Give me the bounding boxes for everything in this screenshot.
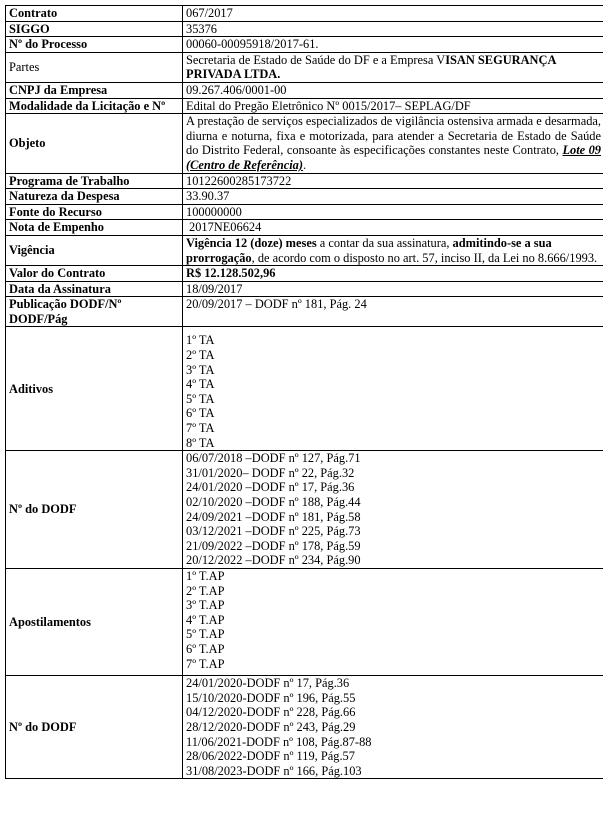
list-item: 24/01/2020 –DODF nº 17, Pág.36 [186,480,355,495]
dodf-aditivos-list [183,451,603,569]
list-item: 2º T.AP [186,583,225,598]
list-item: 1º T.AP [186,568,225,583]
vigencia-label: Vigência [6,235,183,265]
cnpj-value: 09.267.406/0001-00 [183,82,603,98]
table-row [6,114,603,173]
table-row [6,327,603,451]
list-item: 31/08/2023-DODF nº 166, Pág.103 [186,763,362,778]
table-row [6,189,603,205]
list-item: 6º T.AP [186,641,225,656]
table-row [6,37,603,53]
objeto-label: Objeto [6,114,183,173]
publicacao-value: 20/09/2017 – DODF nº 181, Pág. 24 [183,297,603,327]
aditivos-label: Aditivos [6,327,183,451]
programa-value: 10122600285173722 [183,173,603,189]
list-item: 1º TA [186,333,215,348]
siggo-label: SIGGO [6,21,183,37]
lote-text: Lote 09 (Centro de Referência) [186,143,601,172]
modalidade-value: Edital do Pregão Eletrônico Nº 0015/2017– SEPLAG/DF [183,98,603,114]
list-item: 8º TA [186,435,215,450]
table-row [6,204,603,220]
list-item: 04/12/2020-DODF nº 228, Pág.66 [186,705,356,720]
list-item: 24/01/2020-DODF nº 17, Pág.36 [186,676,350,691]
table-row [6,220,603,236]
empresa-name: ISAN SEGURANÇA PRIVADA LTDA. [186,52,556,82]
dodf-apostilamentos-list [183,676,603,779]
siggo-value: 35376 [183,21,603,37]
list-item: 31/01/2020– DODF nº 22, Pág.32 [186,465,355,480]
publicacao-label: Publicação DODF/Nº DODF/Pág [6,297,183,327]
list-item: 5º T.AP [186,627,225,642]
list-item: 7º TA [186,421,215,436]
list-item: 24/09/2021 –DODF nº 181, Pág.58 [186,509,361,524]
table-row [6,98,603,114]
apostilamentos-label: Apostilamentos [6,568,183,675]
aditivos-list [183,327,603,451]
table-row [6,21,603,37]
list-item: 7º T.AP [186,656,225,671]
assinatura-label: Data da Assinatura [6,281,183,297]
vigencia-prorrogacao: admitindo-se a sua prorrogação [186,235,552,265]
list-item: 5º TA [186,391,215,406]
cnpj-label: CNPJ da Empresa [6,82,183,98]
natureza-value: 33.90.37 [183,189,603,205]
vigencia-mid: a contar da sua assinatura, [316,235,453,250]
processo-value: 00060-00095918/2017-61. [183,37,603,53]
table-row [6,297,603,327]
apostilamentos-list [183,568,603,675]
list-item: 02/10/2020 –DODF nº 188, Pág.44 [186,495,361,509]
vigencia-end: , de acordo com o disposto no art. 57, inciso II, da Lei no 8.666/1993. [251,250,598,265]
modalidade-label: Modalidade da Licitação e Nº [6,98,183,114]
table-row [6,451,603,569]
table-row [6,266,603,282]
table-row [6,235,603,265]
table-row [6,82,603,98]
processo-label: Nº do Processo [6,37,183,53]
objeto-value [183,114,603,173]
fonte-label: Fonte do Recurso [6,204,183,220]
list-item: 28/12/2020-DODF nº 243, Pág.29 [186,719,356,734]
list-item: 6º TA [186,406,215,421]
empenho-label: Nota de Empenho [6,220,183,236]
table-row [6,281,603,297]
list-item: 2º TA [186,348,215,363]
valor-value: R$ 12.128.502,96 [183,266,603,282]
vigencia-prazo: Vigência 12 (doze) meses [186,235,317,250]
table-row [6,52,603,82]
partes-label: Partes [6,52,183,82]
table-row [6,568,603,675]
partes-text: Secretaria de Estado de Saúde do DF e a Empresa V [186,52,446,67]
assinatura-value: 18/09/2017 [183,281,603,297]
dodf-aditivos-label: Nº do DODF [6,451,183,569]
programa-label: Programa de Trabalho [6,173,183,189]
list-item: 20/12/2022 –DODF nº 234, Pág.90 [186,553,361,568]
list-item: 06/07/2018 –DODF nº 127, Pág.71 [186,451,361,466]
objeto-text: A prestação de serviços especializados de vigilância ostensiva armada e desarmada, diurna e noturna, fixa e motorizada, para atender a Secretaria de Estado de Saúde do Distrito Federal, consoante às especificações constantes neste Contrato, [186,114,601,158]
fonte-value: 100000000 [183,204,603,220]
table-row [6,676,603,779]
list-item: 11/06/2021-DODF nº 108, Pág.87-88 [186,734,372,749]
vigencia-value [183,235,603,265]
natureza-label: Natureza da Despesa [6,189,183,205]
list-item: 3º T.AP [186,598,225,613]
contract-summary-table [5,5,603,779]
list-item: 28/06/2022-DODF nº 119, Pág.57 [186,749,355,764]
table-row [6,173,603,189]
table-row [6,6,603,22]
contrato-label: Contrato [6,6,183,22]
list-item: 03/12/2021 –DODF nº 225, Pág.73 [186,524,361,539]
objeto-end: . [303,157,307,172]
partes-value [183,52,603,82]
list-item: 4º T.AP [186,612,225,627]
empenho-value: 2017NE06624 [183,220,603,236]
list-item: 4º TA [186,377,215,392]
dodf-apostilamentos-label: Nº do DODF [6,676,183,779]
valor-label: Valor do Contrato [6,266,183,282]
contrato-value: 067/2017 [183,6,603,22]
list-item: 21/09/2022 –DODF nº 178, Pág.59 [186,538,361,553]
list-item: 15/10/2020-DODF nº 196, Pág.55 [186,690,356,705]
list-item: 3º TA [186,362,215,377]
